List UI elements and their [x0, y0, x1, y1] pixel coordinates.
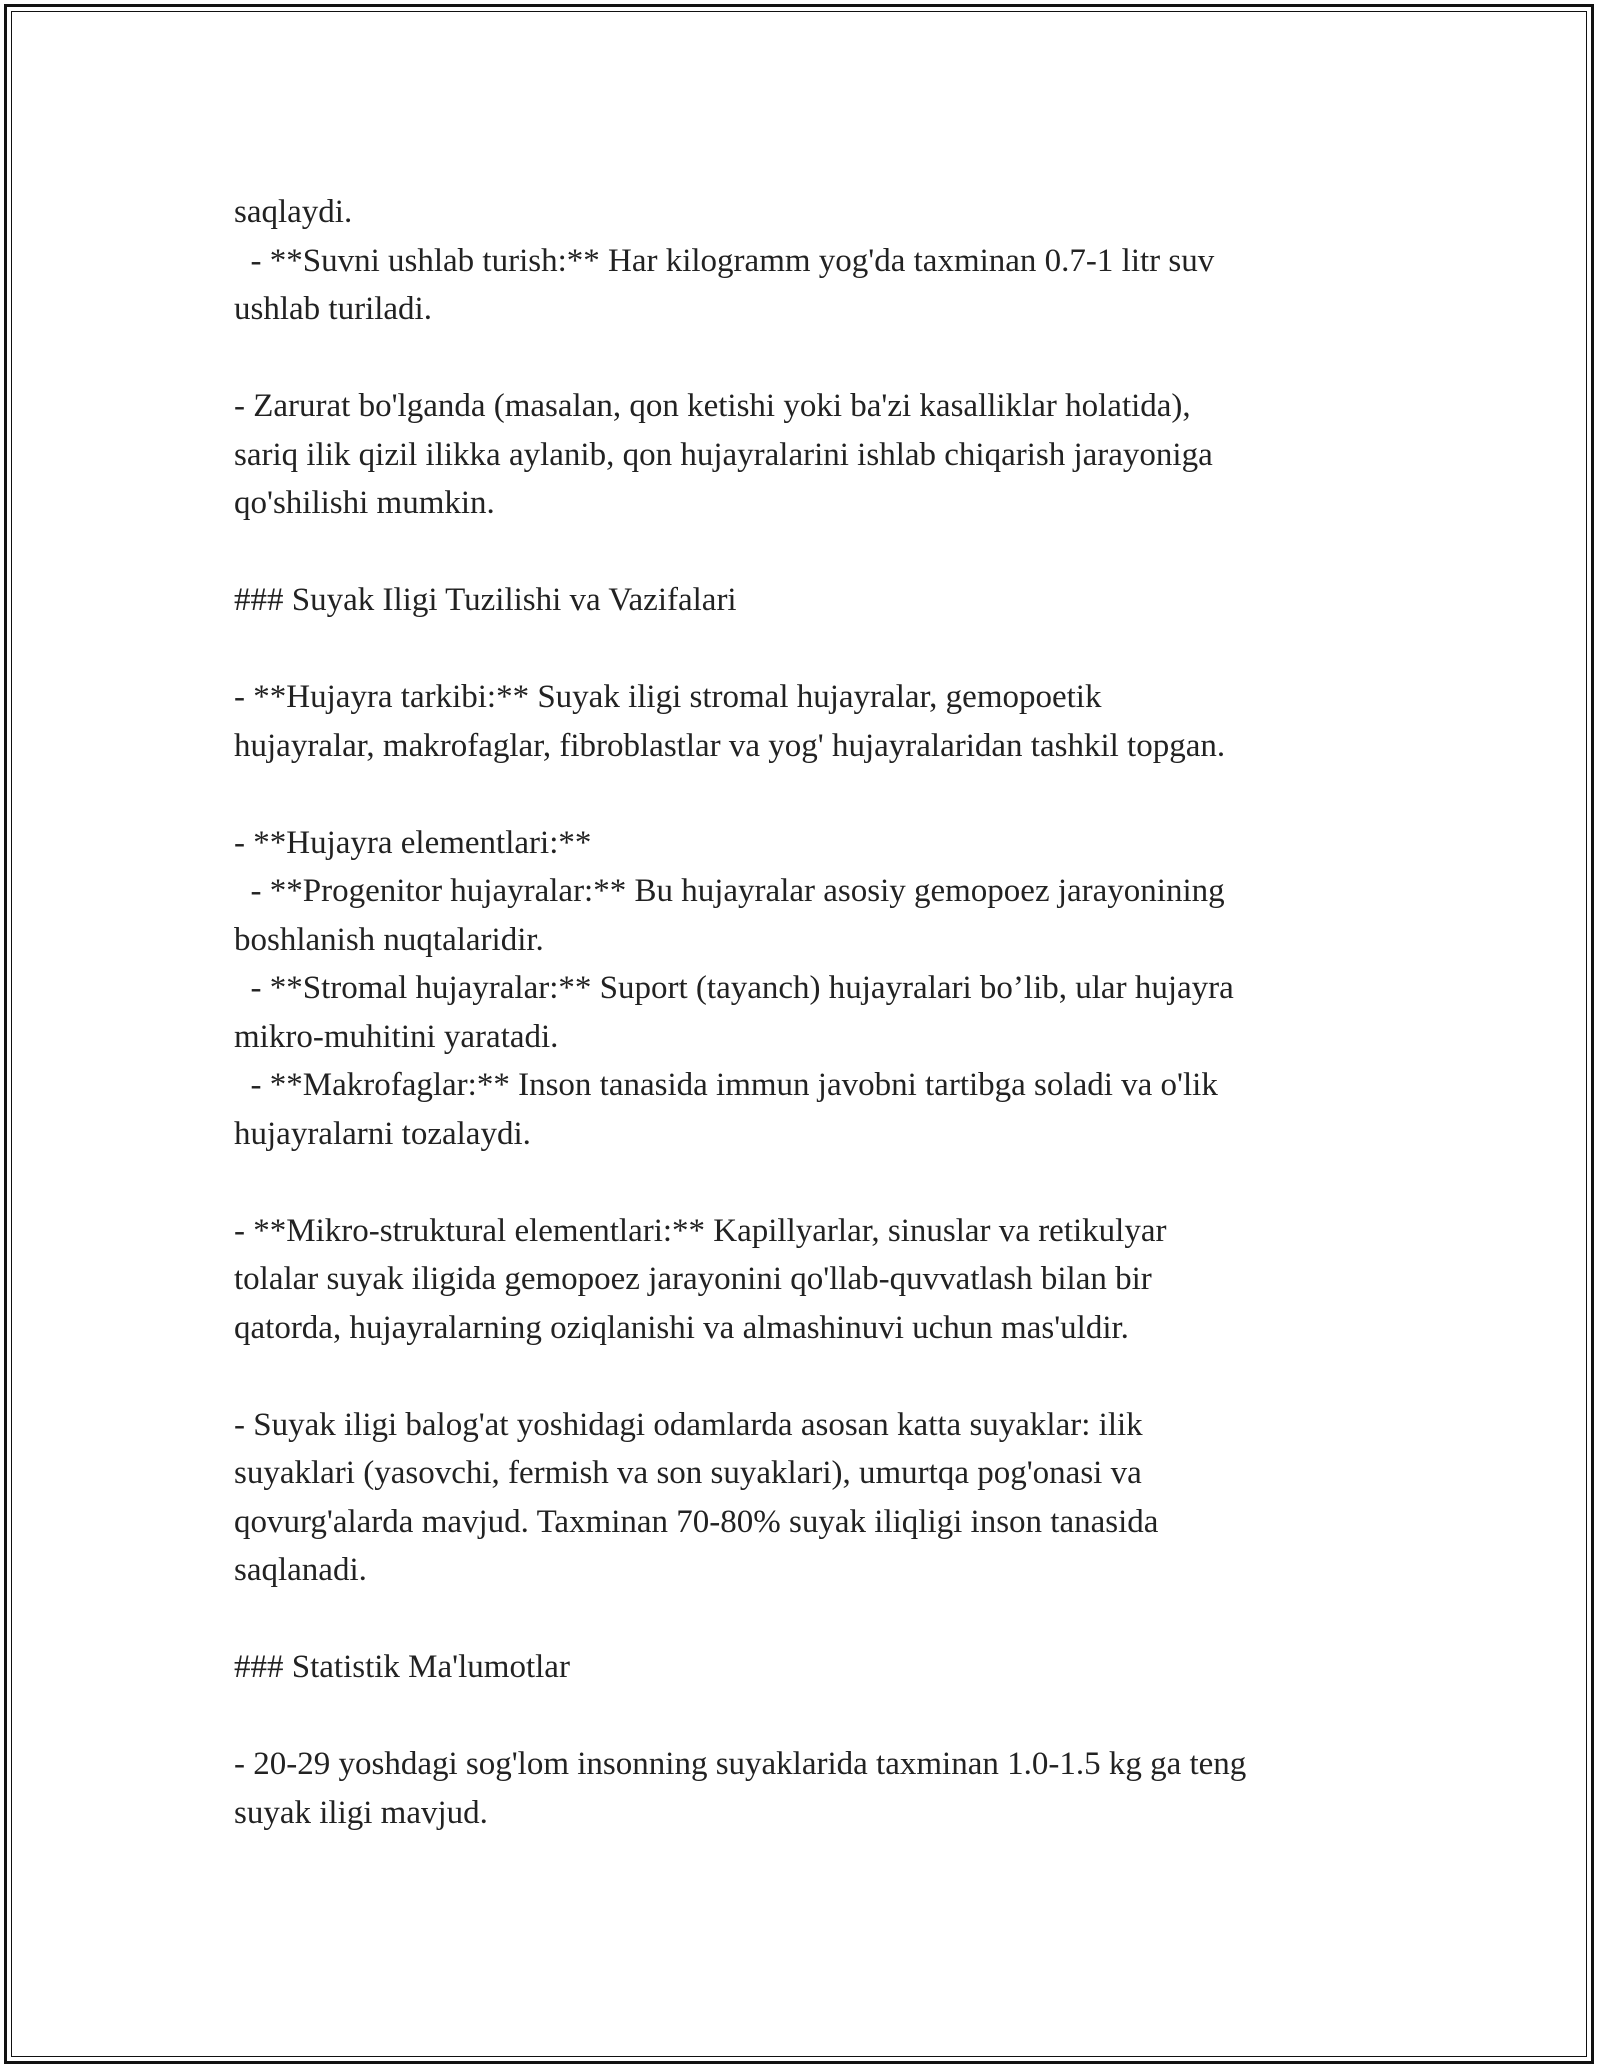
blank-line — [234, 1595, 1384, 1644]
text-line: - Suyak iligi balog'at yoshidagi odamlarda asosan katta suyaklar: ilik — [234, 1406, 1143, 1443]
text-line: - **Mikro-struktural elementlari:** Kapillyarlar, sinuslar va retikulyar — [234, 1212, 1167, 1249]
blank-line — [234, 1158, 1384, 1207]
text-line: qo'shilishi mumkin. — [234, 485, 495, 521]
blank-line — [234, 528, 1384, 577]
blank-line — [234, 625, 1384, 674]
document-text — [234, 188, 1384, 1837]
text-line: tolalar suyak iligida gemopoez jarayonini qo'llab-quvvatlash bilan bir — [234, 1261, 1152, 1297]
text-line: - Zarurat bo'lganda (masalan, qon ketishi yoki ba'zi kasalliklar holatida), — [234, 388, 1191, 424]
text-line: qatorda, hujayralarning oziqlanishi va almashinuvi uchun mas'uldir. — [234, 1309, 1129, 1346]
text-line: - **Hujayra elementlari:** — [234, 824, 592, 861]
text-line: qovurg'alarda mavjud. Taxminan 70-80% suyak iliqligi inson tanasida — [234, 1503, 1159, 1540]
blank-line — [234, 334, 1384, 383]
text-line: - **Stromal hujayralar:** Suport (tayanch) hujayralari bo’lib, ular hujayra — [234, 970, 1234, 1006]
text-line: boshlanish nuqtalaridir. — [234, 921, 544, 958]
section-heading: ### Suyak Iligi Tuzilishi va Vazifalari — [234, 582, 737, 618]
blank-line — [234, 1352, 1384, 1401]
text-line: sariq ilik qizil ilikka aylanib, qon hujayralarini ishlab chiqarish jarayoniga — [234, 436, 1213, 473]
text-line: - 20-29 yoshdagi sog'lom insonning suyaklarida taxminan 1.0-1.5 kg ga teng — [234, 1746, 1247, 1782]
blank-line — [234, 770, 1384, 819]
section-heading: ### Statistik Ma'lumotlar — [234, 1649, 570, 1685]
text-line: - **Makrofaglar:** Inson tanasida immun javobni tartibga soladi va o'lik — [234, 1067, 1218, 1103]
text-line: hujayralar, makrofaglar, fibroblastlar va yog' hujayralaridan tashkil topgan. — [234, 727, 1226, 764]
text-line: mikro-muhitini yaratadi. — [234, 1018, 559, 1055]
text-line: saqlaydi. — [234, 194, 353, 230]
text-line: - **Suvni ushlab turish:** Har kilogramm yog'da taxminan 0.7-1 litr suv — [234, 242, 1215, 279]
text-line: hujayralarni tozalaydi. — [234, 1115, 531, 1152]
text-line: suyak iligi mavjud. — [234, 1794, 488, 1831]
text-line: saqlanadi. — [234, 1552, 367, 1588]
text-line: - **Progenitor hujayralar:** Bu hujayralar asosiy gemopoez jarayonining — [234, 873, 1225, 909]
blank-line — [234, 1692, 1384, 1741]
text-line: suyaklari (yasovchi, fermish va son suyaklari), umurtqa pog'onasi va — [234, 1455, 1142, 1491]
text-line: - **Hujayra tarkibi:** Suyak iligi stromal hujayralar, gemopoetik — [234, 679, 1102, 715]
text-line: ushlab turiladi. — [234, 291, 432, 327]
